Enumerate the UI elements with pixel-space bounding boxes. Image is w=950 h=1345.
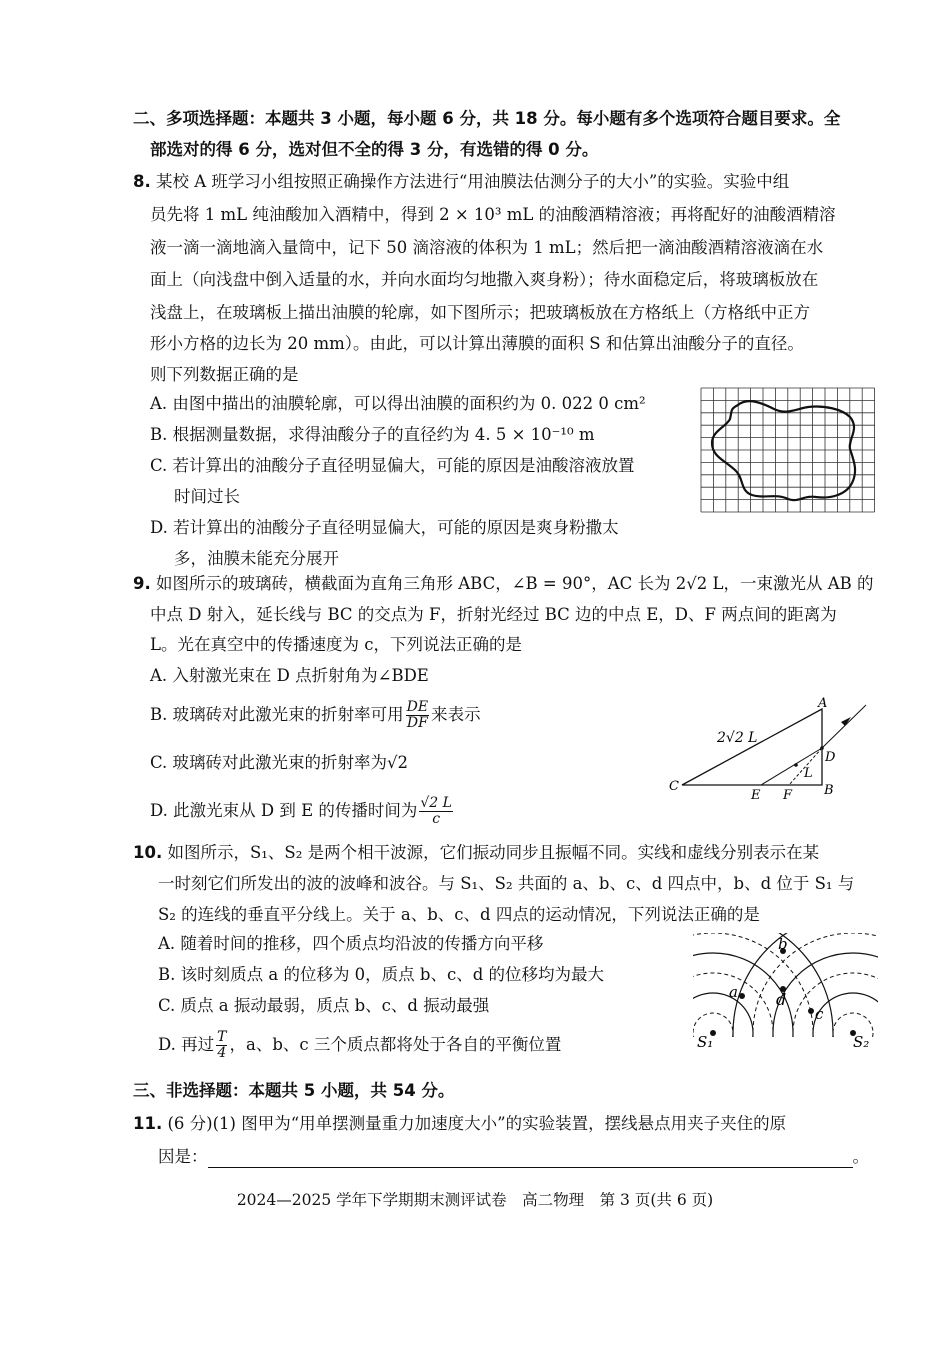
label-c: c	[815, 1005, 824, 1023]
q10-option-c: C. 质点 a 振动最弱，质点 b、c、d 振动最强	[158, 996, 490, 1015]
q9-option-b-numerator: DE	[406, 699, 429, 715]
q10-option-b: B. 该时刻质点 a 的位移为 0，质点 b、c、d 的位移均为最大	[158, 965, 605, 984]
q8-line6: 形小方格的边长为 20 mm）。由此，可以计算出薄膜的面积 S 和估算出油酸分子的直径。	[150, 334, 804, 353]
q10-text1: 如图所示，S₁、S₂ 是两个相干波源，它们振动同步且振幅不同。实线和虚线分别表示在某	[167, 843, 820, 862]
q8-option-c-line1: C. 若计算出的油酸分子直径明显偏大，可能的原因是油酸溶液放置	[150, 456, 635, 475]
point-d-dot	[820, 746, 824, 750]
q9-line2: 中点 D 射入，延长线与 BC 的交点为 F，折射光经过 BC 边的中点 E，D、F 两点间的距离为	[150, 605, 837, 624]
q10-line3: S₂ 的连线的垂直平分线上。关于 a、b、c、d 四点的运动情况，下列说法正确的是	[158, 905, 760, 924]
label-f: F	[783, 788, 793, 803]
q8-line5: 浅盘上，在玻璃板上描出油膜的轮廓，如下图所示；把玻璃板放在方格纸上（方格纸中正方	[150, 303, 810, 322]
q11-line1	[133, 1113, 786, 1135]
q9-line3: L。光在真空中的传播速度为 c，下列说法正确的是	[150, 635, 522, 654]
q9-line1	[133, 573, 874, 595]
q8-line3: 液一滴一滴地滴入量筒中，记下 50 滴溶液的体积为 1 mL；然后把一滴油酸酒精溶液滴在水	[150, 238, 824, 257]
point-a-dot	[739, 993, 745, 999]
q11-answer-blank[interactable]	[208, 1151, 853, 1168]
glass-prism-figure	[665, 695, 875, 805]
label-a: a	[729, 983, 738, 1001]
label-d: d	[776, 990, 787, 1009]
q9-option-d-denominator: c	[432, 811, 441, 827]
q8-line4: 面上（向浅盘中倒入适量的水，并向水面均匀地撒入爽身粉）；待水面稳定后，将玻璃板放在	[150, 270, 819, 289]
label-b: b	[778, 935, 788, 953]
q9-option-b-suffix: 来表示	[431, 705, 481, 724]
q9-option-b-fraction	[406, 700, 429, 731]
square-grid	[701, 388, 875, 512]
section2-header-line2: 部选对的得 6 分，选对但不全的得 3 分，有选错的得 0 分。	[150, 140, 599, 159]
q10-option-d-text: D. 再过	[158, 1035, 215, 1054]
q11-text1: (6 分)(1) 图甲为“用单摆测量重力加速度大小”的实验装置，摆线悬点用夹子夹住的原	[167, 1114, 787, 1133]
q8-number: 8.	[133, 172, 151, 191]
q9-option-a: A. 入射激光束在 D 点折射角为∠BDE	[150, 666, 429, 685]
q9-option-c: C. 玻璃砖对此激光束的折射率为√2	[150, 753, 409, 772]
q8-option-d-line1: D. 若计算出的油酸分子直径明显偏大，可能的原因是爽身粉撒太	[150, 518, 619, 537]
oil-film-outline	[712, 401, 855, 500]
q8-line7: 则下列数据正确的是	[150, 365, 299, 384]
oil-film-grid-figure	[700, 387, 876, 517]
q10-option-d	[158, 1030, 561, 1061]
q9-option-b-text: B. 玻璃砖对此激光束的折射率可用	[150, 705, 404, 724]
label-c: C	[669, 779, 679, 794]
refracted-ray-de	[761, 748, 822, 785]
q10-option-d-suffix: ，a、b、c 三个质点都将处于各自的平衡位置	[229, 1035, 562, 1054]
q9-option-b-denominator: DF	[406, 715, 428, 731]
q8-line1	[133, 171, 789, 193]
q9-option-d-text: D. 此激光束从 D 到 E 的传播时间为	[150, 801, 418, 820]
q8-option-b: B. 根据测量数据，求得油酸分子的直径约为 4. 5 × 10⁻¹⁰ m	[150, 425, 595, 444]
label-b: B	[824, 783, 834, 798]
section3-header: 三、非选择题：本题共 5 小题，共 54 分。	[133, 1081, 455, 1100]
q11-line2-end: 。	[852, 1147, 869, 1166]
q9-option-d-fraction	[419, 796, 453, 827]
wave-interference-figure	[693, 933, 878, 1051]
q8-option-c-line2: 时间过长	[174, 487, 240, 506]
q11-number: 11.	[133, 1114, 163, 1133]
q9-text1: 如图所示的玻璃砖，横截面为直角三角形 ABC，∠B = 90°，AC 长为 2√2 L，一束激光从 AB 的	[156, 574, 874, 593]
q9-option-b	[150, 700, 481, 731]
q11-line2	[158, 1146, 869, 1168]
section2-header-line1: 二、多项选择题：本题共 3 小题，每小题 6 分，共 18 分。每小题有多个选项符合题目要求。全	[133, 109, 841, 128]
q10-line1	[133, 842, 819, 864]
q9-option-d	[150, 796, 455, 827]
label-e: E	[751, 788, 761, 803]
q9-option-d-numerator: √2 L	[420, 795, 452, 811]
q10-option-d-fraction	[216, 1030, 227, 1061]
q10-number: 10.	[133, 843, 163, 862]
label-l: L	[804, 766, 813, 781]
label-ac-length: 2√2 L	[717, 730, 758, 746]
page-footer: 2024—2025 学年下学期期末测评试卷 高二物理 第 3 页(共 6 页)	[236, 1191, 714, 1209]
label-a: A	[818, 696, 828, 711]
label-d: D	[825, 750, 836, 765]
triangle-abc	[682, 709, 822, 785]
q11-line2-text: 因是：	[158, 1147, 208, 1166]
q8-option-d-line2: 多，油膜未能充分展开	[174, 549, 339, 568]
point-c-dot	[808, 1008, 814, 1014]
q10-option-d-denominator: 4	[217, 1045, 227, 1061]
q9-number: 9.	[133, 574, 151, 593]
label-s1: S₁	[697, 1033, 714, 1051]
q8-option-a: A. 由图中描出的油膜轮廓，可以得出油膜的面积约为 0. 022 0 cm²	[150, 394, 646, 413]
q8-text1: 某校 A 班学习小组按照正确操作方法进行“用油膜法估测分子的大小”的实验。实验中组	[156, 172, 790, 191]
ray-mid-dot	[794, 763, 798, 767]
q10-option-a: A. 随着时间的推移，四个质点均沿波的传播方向平移	[158, 934, 544, 953]
q10-option-d-numerator: T	[217, 1029, 227, 1045]
incident-ray	[822, 705, 866, 748]
q8-line2: 员先将 1 mL 纯油酸加入酒精中，得到 2 × 10³ mL 的油酸酒精溶液；再将配好的油酸酒精溶	[150, 205, 836, 224]
q10-line2: 一时刻它们所发出的波的波峰和波谷。与 S₁、S₂ 共面的 a、b、c、d 四点中，b、d 位于 S₁ 与	[158, 874, 855, 893]
label-s2: S₂	[853, 1033, 870, 1051]
